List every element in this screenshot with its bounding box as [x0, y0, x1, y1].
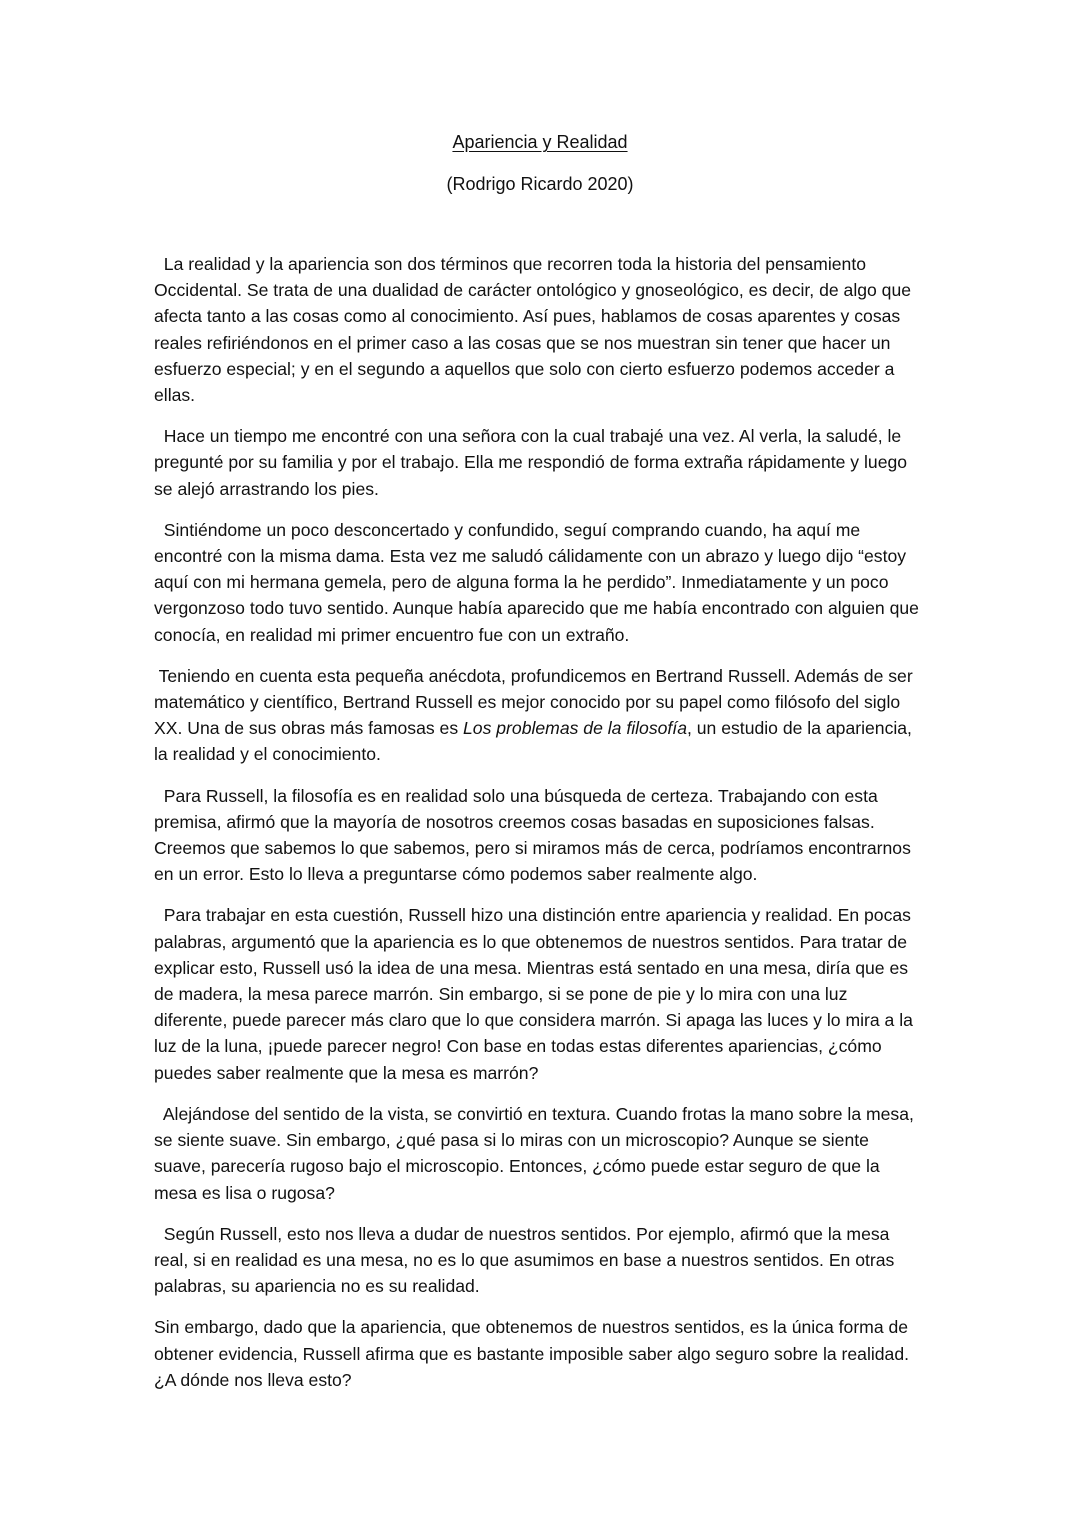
- paragraph-4-text-after: , un estudio de la apariencia, la realidad y el conocimiento.: [154, 718, 912, 765]
- paragraph-2: [154, 423, 924, 502]
- paragraph-5-text: Para Russell, la filosofía es en realidad solo una búsqueda de certeza. Trabajando con esta premisa, afirmó que la mayoría de nosotros creemos cosas basadas en suposiciones falsas. Creemos que sabemos lo que sabemos, pero si miramos más de cerca, podríamos encontrarnos en un error. Esto lo lleva a preguntarse cómo podemos saber realmente algo.: [154, 785, 911, 885]
- paragraph-5: [154, 783, 924, 888]
- document-subtitle: (Rodrigo Ricardo 2020): [446, 174, 634, 194]
- document-title: Apariencia y Realidad: [452, 132, 628, 152]
- paragraph-6: [154, 902, 924, 1085]
- paragraph-8-text: Según Russell, esto nos lleva a dudar de nuestros sentidos. Por ejemplo, afirmó que la mesa real, si en realidad es una mesa, no es lo que asumimos en base a nuestros sentidos. En otras palabras, su apariencia no es su realidad.: [154, 1223, 895, 1297]
- paragraph-7-text: Alejándose del sentido de la vista, se convirtió en textura. Cuando frotas la mano sobre la mesa, se siente suave. Sin embargo, ¿qué pasa si lo miras con un microscopio? Aunque se siente suave, parecería rugoso bajo el microscopio. Entonces, ¿cómo puede estar seguro de que la mesa es lisa o rugosa?: [154, 1103, 914, 1203]
- paragraph-3: [154, 517, 924, 648]
- book-title-emphasis: Los problemas de la filosofía: [463, 718, 687, 739]
- paragraph-4: [154, 663, 924, 768]
- paragraph-3-text: Sintiéndome un poco desconcertado y confundido, seguí comprando cuando, ha aquí me encontré con la misma dama. Esta vez me saludó cálidamente con un abrazo y luego dijo “estoy aquí con mi hermana gemela, pero de alguna forma la he perdido”. Inmediatamente y un poco vergonzoso todo tuvo sentido. Aunque había aparecido que me había encontrado con alguien que conocía, en realidad mi primer encuentro fue con un extraño.: [154, 519, 919, 645]
- paragraph-7: [154, 1101, 924, 1206]
- paragraph-1-text: La realidad y la apariencia son dos términos que recorren toda la historia del pensamiento Occidental. Se trata de una dualidad de carácter ontológico y gnoseológico, es decir, de algo que afecta tanto a las cosas como al conocimiento. Así pues, hablamos de cosas aparentes y cosas reales refiriéndonos en el primer caso a las cosas que se nos muestran sin tener que hacer un esfuerzo especial; y en el segundo a aquellos que solo con cierto esfuerzo podemos acceder a ellas.: [154, 254, 912, 406]
- paragraph-2-text: Hace un tiempo me encontré con una señora con la cual trabajé una vez. Al verla, la saludé, le pregunté por su familia y por el trabajo. Ella me respondió de forma extraña rápidamente y luego se alejó arrastrando los pies.: [154, 426, 908, 499]
- paragraph-8: [154, 1221, 924, 1300]
- document-body: [154, 251, 924, 1408]
- paragraph-9: [154, 1314, 924, 1393]
- paragraph-1: [154, 251, 924, 408]
- paragraph-9-text: Sin embargo, dado que la apariencia, que obtenemos de nuestros sentidos, es la única forma de obtener evidencia, Russell afirma que es bastante imposible saber algo seguro sobre la realidad. ¿A dónde nos lleva esto?: [154, 1317, 910, 1390]
- paragraph-4-text-before: Teniendo en cuenta esta pequeña anécdota, profundicemos en Bertrand Russell. Además de ser matemático y científico, Bertrand Russell es mejor conocido por su papel como filósofo del siglo XX. Una de sus obras más famosas es: [154, 665, 913, 739]
- paragraph-6-text: Para trabajar en esta cuestión, Russell hizo una distinción entre apariencia y realidad. En pocas palabras, argumentó que la apariencia es lo que obtenemos de nuestros sentidos. Para tratar de explicar esto, Russell usó la idea de una mesa. Mientras está sentado en una mesa, diría que es de madera, la mesa parece marrón. Sin embargo, si se pone de pie y lo mira con una luz diferente, puede parecer más claro que lo que considera marrón. Si apaga las luces y lo mira a la luz de la luna, ¡puede parecer negro! Con base en todas estas diferentes apariencias, ¿cómo puedes saber realmente que la mesa es marrón?: [154, 905, 913, 1083]
